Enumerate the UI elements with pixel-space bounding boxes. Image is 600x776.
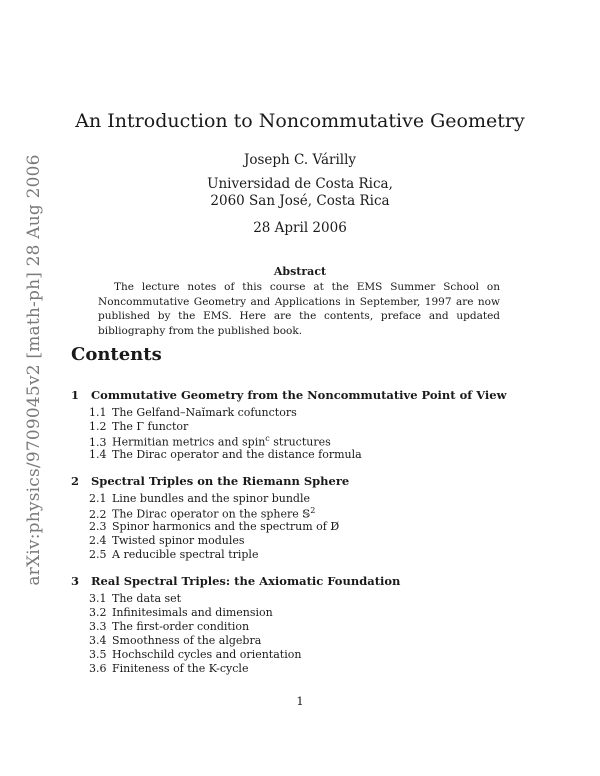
toc-subsection-number: 3.5 (89, 648, 107, 661)
toc-subsection-number: 2.3 (89, 520, 107, 533)
toc-subsection (89, 420, 188, 433)
toc-section-number: 1 (71, 388, 80, 402)
toc-subsection-number: 3.3 (89, 620, 107, 633)
abstract-body: The lecture notes of this course at the EMS Summer School on Noncommutative Geometry and Applications in September, 1997 are now published by the EMS. Here are the contents, preface and updated bibliography from the published book. (98, 281, 500, 337)
toc-subsection-title: Hermitian metrics and spin (112, 435, 266, 449)
toc-subsection-title: Finiteness of the K-cycle (112, 662, 249, 675)
toc-subsection-title: The Γ functor (112, 420, 189, 433)
toc-subsection-title: The Dirac operator on the sphere 𝕊 (112, 507, 311, 521)
toc-subsection (89, 592, 181, 605)
toc-section-title: Spectral Triples on the Riemann Sphere (91, 474, 350, 488)
toc-subsection (89, 506, 315, 521)
toc-subsection-title: Twisted spinor modules (112, 534, 245, 547)
toc-subsection (89, 448, 362, 461)
superscript: c (265, 434, 270, 443)
toc-section-title: Real Spectral Triples: the Axiomatic Foundation (91, 574, 401, 588)
toc-subsection (89, 548, 258, 561)
toc-subsection-number: 1.3 (89, 435, 107, 449)
affiliation-line-1: Universidad de Costa Rica, (207, 176, 393, 192)
toc-section-number: 2 (71, 474, 80, 488)
toc-subsection-title: The first-order condition (112, 620, 250, 633)
contents-heading: Contents (71, 344, 162, 365)
toc-subsection-number: 2.5 (89, 548, 107, 561)
toc-subsection-number: 2.4 (89, 534, 107, 547)
toc-subsection (89, 620, 249, 633)
toc-subsection-title: Line bundles and the spinor bundle (112, 492, 310, 505)
toc-subsection-title: Hochschild cycles and orientation (112, 648, 302, 661)
toc-subsection (89, 648, 301, 661)
toc-section-number: 3 (71, 574, 80, 588)
toc-subsection-number: 2.2 (89, 507, 107, 521)
toc-subsection (89, 406, 297, 419)
arxiv-identifier-stamp: arXiv:physics/9709045v2 [math-ph] 28 Aug 2006 (24, 154, 44, 586)
toc-subsection-number: 1.4 (89, 448, 107, 461)
page-number: 1 (296, 694, 304, 708)
toc-subsection (89, 634, 261, 647)
toc-section (71, 574, 400, 588)
author-name: Joseph C. Várilly (243, 152, 357, 168)
toc-subsection-number: 3.6 (89, 662, 107, 675)
paper-date: 28 April 2006 (253, 220, 347, 236)
toc-subsection-title-suffix: structures (269, 435, 331, 449)
toc-subsection-number: 2.1 (89, 492, 107, 505)
toc-subsection-title: Spinor harmonics and the spectrum of D̸ (112, 520, 340, 533)
toc-subsection-title: The Dirac operator and the distance formula (112, 448, 362, 461)
toc-section (71, 388, 507, 402)
toc-section-title: Commutative Geometry from the Noncommutative Point of View (91, 388, 507, 402)
toc-subsection (89, 434, 331, 449)
toc-subsection-number: 3.2 (89, 606, 107, 619)
toc-subsection-title: The data set (112, 592, 182, 605)
toc-subsection (89, 606, 273, 619)
toc-subsection-title: A reducible spectral triple (112, 548, 259, 561)
superscript: 2 (310, 506, 316, 515)
toc-subsection-number: 3.4 (89, 634, 107, 647)
abstract-heading: Abstract (273, 265, 327, 278)
paper-title: An Introduction to Noncommutative Geometry (75, 110, 525, 132)
toc-section (71, 474, 349, 488)
toc-subsection-number: 1.1 (89, 406, 107, 419)
toc-subsection-title: The Gelfand–Naĭmark cofunctors (112, 406, 297, 419)
affiliation-line-2: 2060 San José, Costa Rica (210, 193, 390, 209)
toc-subsection (89, 492, 310, 505)
toc-subsection-title: Smoothness of the algebra (112, 634, 262, 647)
toc-subsection-title: Infinitesimals and dimension (112, 606, 273, 619)
toc-subsection (89, 534, 245, 547)
toc-subsection-number: 1.2 (89, 420, 107, 433)
toc-subsection (89, 520, 339, 533)
toc-subsection-number: 3.1 (89, 592, 107, 605)
toc-subsection (89, 662, 248, 675)
